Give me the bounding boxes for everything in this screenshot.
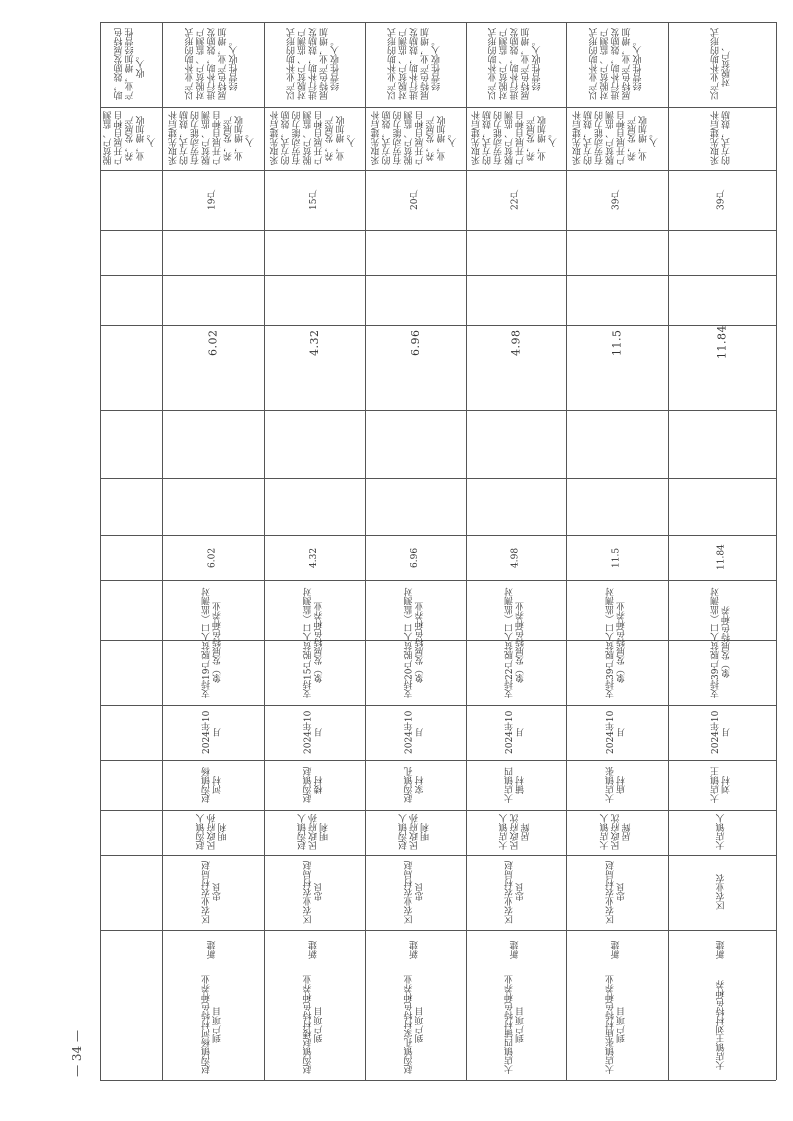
column-separator-6 — [100, 410, 776, 411]
row-3-dept: 区农业农村局赵忠良 — [404, 861, 426, 924]
row-separator-1 — [162, 22, 163, 1080]
row-6-content: 支持39户脱贫人口（监测对象）发展特色种养 — [711, 587, 732, 698]
row-4-goal: 以产业补助的形式对脱贫户、监测户进行补助，鼓励发展特色产业，增加经营性收入。 — [488, 28, 543, 101]
row-6-name: 大店镇王刘村特色种养 — [716, 980, 727, 1070]
row-2-name: 赵沟镇赵楼村特色种养业到户项目 — [303, 975, 325, 1075]
row-4-fund: 4.98 — [510, 547, 521, 568]
column-separator-12 — [100, 760, 776, 761]
column-separator-16 — [100, 1080, 776, 1081]
row-3-content: 支持20户脱贫人口（监测对象）发展特色种养业 — [404, 587, 426, 698]
row-3-period: 2024年10月 — [404, 710, 426, 755]
row-4-dept: 区农业农村局赵忠良 — [505, 861, 526, 924]
row-1-content: 支持19户脱贫人口（监测对象）发展特色种养业 — [202, 587, 223, 698]
column-separator-8 — [100, 535, 776, 536]
row-4-name: 大店镇四铺村特色种养业到户项目 — [505, 975, 526, 1075]
row-6-count: 39户 — [716, 189, 727, 211]
row-4-content: 支持22户脱贫人口（监测对象）发展特色种养业 — [505, 587, 526, 698]
row-separator-0 — [100, 22, 101, 1080]
row-6-fund: 11.84 — [716, 544, 727, 571]
row-2-location: 赵沟镇赵楼村 — [303, 767, 325, 803]
row-2-content: 支持15户脱贫人口（监测对象）发展特色种养业 — [303, 587, 325, 698]
row-3-owner: 赵沟镇人民政府孙明利 — [399, 814, 431, 851]
row-2-mechanism: 采取先建后补的方式，鼓励有劳动能力的脱贫户、监测户开展自种自养，发展产业，增加收入。 — [270, 111, 358, 166]
row-separator-2 — [264, 22, 265, 1080]
row-1-type: 新建 — [207, 941, 218, 959]
row-6-goal: 以产业补助的形式对脱贫户、 — [711, 28, 732, 101]
row-5-location: 大店镇张庙村 — [606, 767, 627, 803]
row-4-total: 4.98 — [509, 329, 523, 356]
row-2-dept: 区农业农村局赵忠良 — [303, 861, 325, 924]
row-2-period: 2024年10月 — [303, 710, 325, 755]
row-1-mechanism: 采取先建后补的方式，鼓励有劳动能力的脱贫户、监测户开展自种自养，发展产业，增加收入。 — [169, 111, 256, 166]
row-1-location: 赵沟镇杨河村 — [202, 767, 223, 803]
row-2-goal: 以产业补助的形式对脱贫户、监测户进行补助，鼓励发展特色产业，增加经营性收入。 — [287, 28, 341, 101]
row-separator-5 — [566, 22, 567, 1080]
column-separator-15 — [100, 930, 776, 931]
row-6-type: 新建 — [716, 941, 727, 959]
row-1-period: 2024年10月 — [202, 710, 223, 755]
row-5-dept: 区农业农村局赵忠良 — [606, 861, 627, 924]
row-1-total: 6.02 — [206, 329, 220, 356]
row-4-count: 22户 — [510, 189, 521, 211]
row-5-goal: 以产业补助的形式对脱贫户、监测户进行补助，鼓励发展特色产业，增加经营性收入。 — [589, 28, 644, 101]
row-1-owner: 赵沟镇人民政府孙明利 — [196, 814, 229, 851]
top-partial-mechanism: 脱贫户、监测户开展自种自养，发展产业，增加收入。 — [103, 111, 158, 166]
column-separator-14 — [100, 855, 776, 856]
row-3-type: 新建 — [410, 941, 420, 959]
column-separator-11 — [100, 705, 776, 706]
row-1-dept: 区农业农村局赵忠良 — [202, 861, 223, 924]
row-3-total: 6.96 — [409, 329, 422, 356]
row-6-period: 2024年10月 — [711, 710, 732, 755]
row-separator-7 — [776, 22, 777, 1080]
row-6-dept: 区农业农 — [716, 874, 727, 911]
row-4-type: 新建 — [510, 941, 521, 959]
column-separator-2 — [100, 170, 776, 171]
row-2-owner: 赵沟镇人民政府孙明利 — [298, 814, 330, 851]
row-5-period: 2024年10月 — [606, 710, 627, 755]
row-3-fund: 6.96 — [410, 547, 420, 568]
top-partial-goal: 助，鼓励发展特色产业，增加经营性收入。 — [114, 28, 147, 101]
column-separator-1 — [100, 107, 776, 108]
row-separator-3 — [365, 22, 366, 1080]
row-4-period: 2024年10月 — [505, 710, 526, 755]
row-4-owner: 大店镇人民政府沈居辉 — [499, 814, 532, 851]
row-3-count: 20户 — [410, 189, 420, 211]
row-6-owner: 大店镇人 — [716, 814, 727, 851]
row-5-count: 39户 — [611, 189, 622, 211]
row-5-total: 11.5 — [610, 329, 624, 356]
row-3-mechanism: 采取先建后补的方式，鼓励有劳动能力的脱贫户、监测户开展自种自养，发展产业，增加收入。 — [371, 111, 459, 166]
row-2-type: 新建 — [309, 941, 319, 959]
row-2-count: 15户 — [309, 189, 319, 211]
column-separator-0 — [100, 22, 776, 23]
row-separator-4 — [466, 22, 467, 1080]
column-separator-4 — [100, 275, 776, 276]
row-4-location: 大店镇四铺村 — [505, 767, 526, 803]
row-1-goal: 以产业补助的形式对脱贫户、监测户进行补助，鼓励发展特色产业，增加经营性收入。 — [185, 28, 240, 101]
row-1-count: 19户 — [207, 189, 218, 211]
column-separator-7 — [100, 478, 776, 479]
row-5-owner: 大店镇人民政府沈居辉 — [600, 814, 633, 851]
row-3-goal: 以产业补助的形式对脱贫户、监测户进行补助，鼓励发展特色产业，增加经营性收入。 — [388, 28, 442, 101]
row-4-mechanism: 采取先建后补的方式，鼓励有劳动能力的脱贫户、监测户开展自种自养，发展产业，增加收入。 — [472, 111, 559, 166]
row-1-fund: 6.02 — [207, 547, 218, 568]
row-6-mechanism: 采取先建后补的方式，鼓励 — [711, 111, 732, 166]
row-6-total: 11.84 — [715, 325, 729, 360]
column-separator-9 — [100, 580, 776, 581]
row-2-fund: 4.32 — [309, 547, 319, 568]
row-5-type: 新建 — [611, 941, 622, 959]
row-6-location: 大店镇王刘村 — [711, 767, 732, 803]
page-number: — 34 — — [70, 1030, 84, 1077]
row-5-mechanism: 采取先建后补的方式，鼓励有劳动能力的脱贫户、监测户开展自种自养，发展产业，增加收入。 — [573, 111, 660, 166]
row-5-name: 大店镇张庙村特色种养业到户项目 — [606, 975, 627, 1075]
row-5-content: 支持39户脱贫人口（监测对象）发展特色种养业 — [606, 587, 627, 698]
row-5-fund: 11.5 — [611, 547, 622, 568]
row-3-name: 赵沟镇孔家村特色种养业到户项目 — [404, 975, 426, 1075]
row-1-name: 赵沟镇杨河村特色种养业到户项目 — [202, 975, 223, 1075]
row-2-total: 4.32 — [308, 329, 321, 356]
column-separator-3 — [100, 230, 776, 231]
row-separator-6 — [668, 22, 669, 1080]
row-3-location: 赵沟镇孔家村 — [404, 767, 426, 803]
column-separator-13 — [100, 810, 776, 811]
